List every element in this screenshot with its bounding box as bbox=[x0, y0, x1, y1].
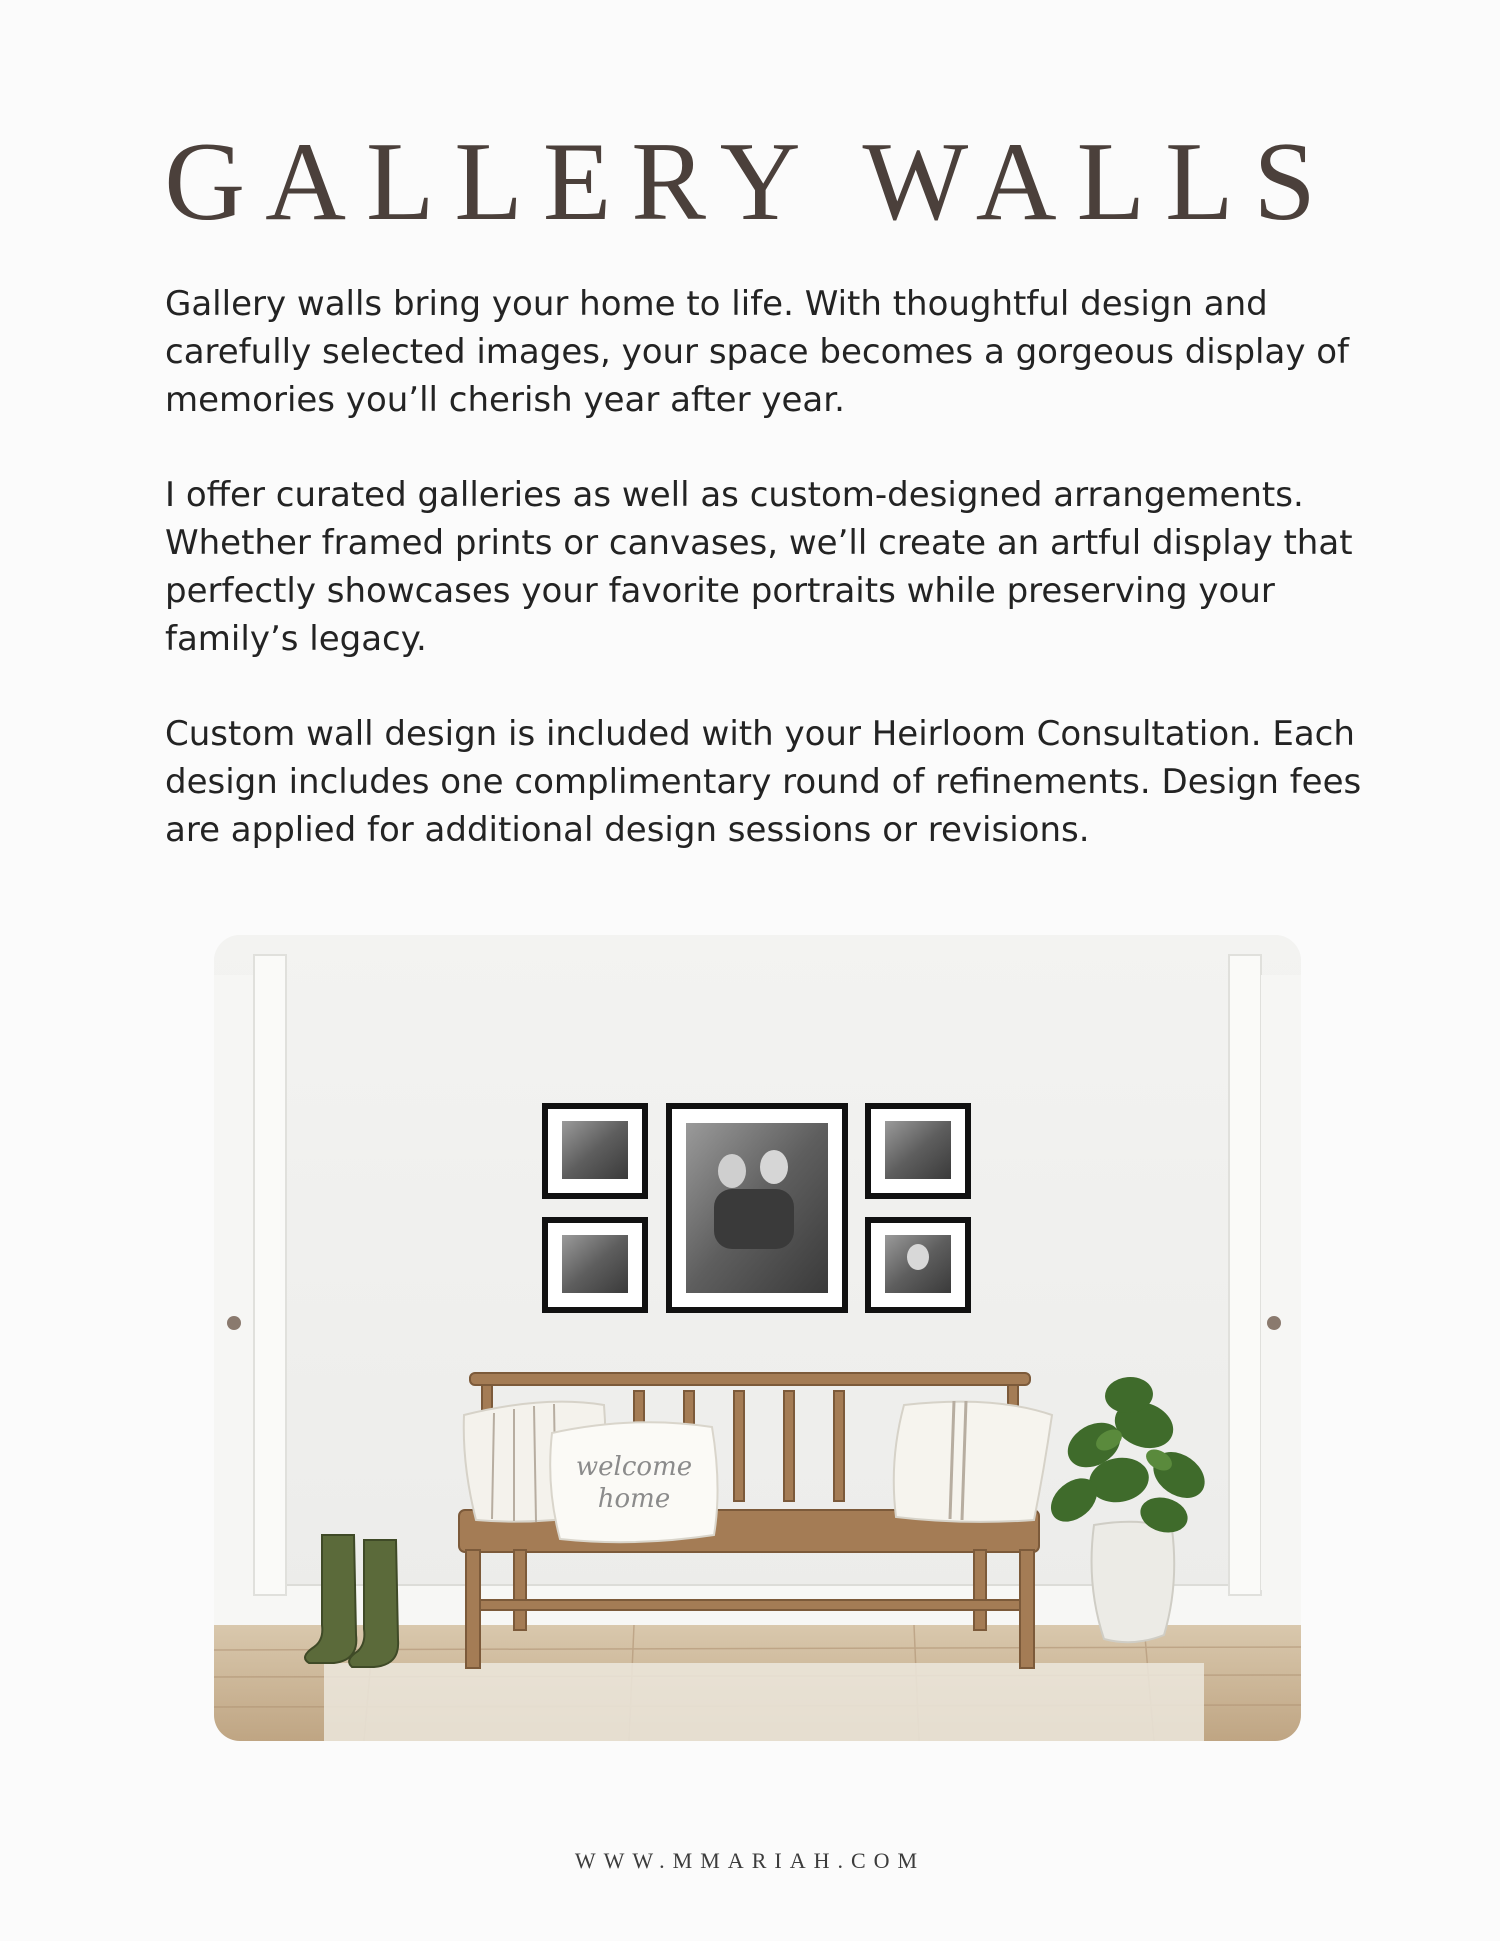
paragraph-intro: Gallery walls bring your home to life. With thoughtful design and carefully selected images, your space becomes a gorgeous display of memories you’ll cherish year after year. bbox=[165, 284, 1350, 420]
rug bbox=[324, 1663, 1204, 1741]
gallery-wall-photo bbox=[214, 935, 1301, 1741]
frame-bottom-left bbox=[542, 1217, 648, 1313]
paragraph-consultation: Custom wall design is included with your Heirloom Consultation. Each design includes one complimentary round of refinements. Design fees are applied for additional design sessions or revisions. bbox=[165, 714, 1362, 850]
footer-website: WWW.MMARIAH.COM bbox=[574, 1848, 926, 1873]
entryway-illustration bbox=[214, 935, 1301, 1741]
body-text bbox=[165, 280, 1365, 901]
pillow-text-welcome: welcome bbox=[575, 1452, 693, 1482]
pillow-welcome-home bbox=[550, 1422, 717, 1542]
right-door bbox=[1229, 955, 1301, 1595]
frame-top-right bbox=[865, 1103, 971, 1199]
pillow-right bbox=[894, 1401, 1052, 1522]
frame-center bbox=[666, 1103, 848, 1313]
paragraph-offer: I offer curated galleries as well as custom-designed arrangements. Whether framed prints or canvases, we’ll create an artful display that perfectly showcases your favorite portraits while preserving your family’s legacy. bbox=[165, 475, 1353, 659]
page-title: GALLERY WALLS bbox=[164, 120, 1336, 244]
frame-bottom-right bbox=[865, 1217, 971, 1313]
left-door bbox=[214, 955, 286, 1595]
frame-top-left bbox=[542, 1103, 648, 1199]
pillow-text-home: home bbox=[597, 1484, 671, 1514]
